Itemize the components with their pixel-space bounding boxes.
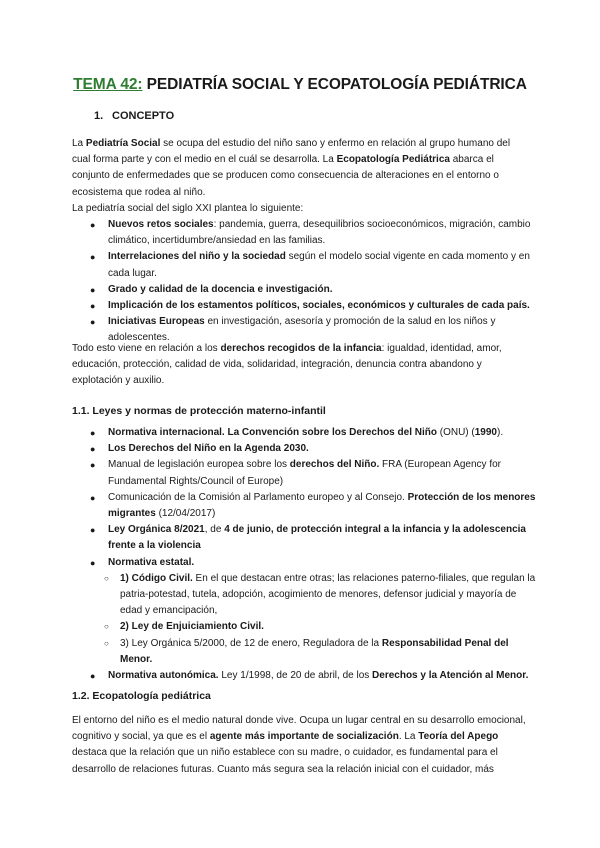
circle-bullet-icon: ○ [104,573,109,583]
bullet-icon: ● [90,301,96,312]
term-pediatria-social: Pediatría Social [85,138,161,149]
text-run: : igualdad, identidad, amor, educación, protección, calidad de vida, solidaridad, integración, denuncia contra abandono y explotación y auxilio. [72,343,502,387]
laws-list [72,425,536,684]
bullet-icon: ● [90,492,96,503]
item-text: En el que destacan entre otras; las relaciones paterno-filiales, que regulan la patria-potestad, tutela, adopción, acogimiento de menores, defensor judicial y mayoría de edad y emancipación, [120,572,536,617]
section-heading-concepto [94,110,174,122]
challenges-list [72,217,536,347]
term-derechos-infancia: derechos recogidos de la infancia [220,343,382,354]
text-run: se ocupa del estudio del niño sano y enfermo en relación al grupo humano del cual forma parte y con el medio en el cuál se desarrolla. La [72,138,511,166]
item-text: Comunicación de la Comisión al Parlamento europeo y al Consejo. [108,491,408,503]
item-text: 3) Ley Orgánica 5/2000, de 12 de enero, Reguladora de la [120,637,382,649]
list-item [72,249,536,281]
list-item [72,522,536,554]
list-item [72,668,536,684]
item-bold: 2) Ley de Enjuiciamiento Civil. [120,621,264,633]
item-bold: Normativa autonómica. [108,670,219,682]
item-text: Ley 1/1998, de 20 de abril, de los [218,670,373,682]
item-bold: 1) Código Civil. [120,572,193,584]
item-text: según el modelo social vigente en cada momento y en cada lugar. [108,251,530,279]
term-ecopatologia: Ecopatología Pediátrica [336,154,450,166]
item-text: : pandemia, guerra, desequilibrios socioeconómicos, migración, cambio climático, incertidumbre/ansiedad en las familias. [108,219,531,247]
bullet-icon: ● [90,284,96,295]
title-number: TEMA 42: [73,76,143,93]
list-item [72,298,536,314]
item-bold: Nuevos retos sociales [108,219,214,230]
item-bold: Iniciativas Europeas [108,316,205,328]
item-text: ). [497,427,504,438]
list-item [72,217,536,249]
bullet-icon: ● [90,428,96,438]
section-number: 1. [94,110,104,122]
item-text: FRA (European Agency for Fundamental Rights/Council of Europe) [108,459,501,487]
bullet-icon: ● [90,557,96,568]
text-run: destaca que la relación que un niño establece con su madre, o cuidador, es fundamental para el desarrollo de relaciones futuras. Cuanto más segura sea la relación inicial con el cuidador, más [72,747,498,775]
bullet-icon: ● [90,220,96,230]
term-agente-socializacion: agente más importante de socialización [209,731,399,743]
text-run: El entorno del niño es el medio natural donde vive. Ocupa un lugar central en su desarrollo emocional, cognitivo y social, ya que es el [72,715,526,743]
item-text: en investigación, asesoría y promoción de la salud en los niños y adolescentes. [108,316,496,344]
intro-lead: La pediatría social del siglo XXI plantea lo siguiente: [72,203,304,214]
title-text: PEDIATRÍA SOCIAL Y ECOPATOLOGÍA PEDIÁTRICA [142,76,527,93]
sublist-item [72,636,536,668]
intro-paragraph [72,136,528,201]
bullet-icon: ● [90,671,96,682]
item-bold: 2021 [182,524,205,536]
subsection-heading-ecopatologia: 1.2. Ecopatología pediátrica [72,690,211,702]
sublist-item [72,619,536,635]
item-bold: Grado y calidad de la docencia e investigación. [108,283,333,295]
item-bold: Responsabilidad Penal del Menor. [120,637,509,665]
list-item [72,441,536,457]
text-run: abarca el conjunto de enfermedades que se producen como consecuencia de alteraciones en el entorno o ecosistema que rodea al niño. [72,154,499,198]
item-bold: Protección de los menores migrantes [108,491,536,520]
circle-bullet-icon: ○ [104,622,109,632]
term-teoria-apego: Teoría del Apego [418,731,499,743]
list-item [72,555,536,668]
page-title [0,76,600,94]
item-text: Manual de legislación europea sobre los [108,459,290,471]
item-bold: Interrelaciones del niño y la sociedad [108,251,286,263]
rights-paragraph [72,341,528,390]
national-law-sublist [72,571,536,668]
text-run: Todo esto viene en relación a los [72,343,221,354]
section-title: CONCEPTO [112,110,175,122]
eco-paragraph [72,713,528,778]
item-text: , de [204,524,225,536]
text-run: . La [398,731,419,743]
item-bold: Implicación de los estamentos políticos, sociales, económicos y culturales de cada país. [108,300,530,312]
bullet-icon: ● [90,444,96,455]
list-item [72,282,536,298]
subsection-heading-leyes: 1.1. Leyes y normas de protección materno-infantil [72,405,326,417]
text-run: La [72,138,86,149]
item-year: 1990 [474,427,497,438]
bullet-icon: ● [90,252,96,263]
item-bold: , de protección integral a la infancia y la adolescencia frente a la violencia [108,524,526,552]
item-bold: Ley Orgánica 8/ [108,524,183,536]
list-item [72,425,536,441]
item-bold: Normativa internacional. La Convención sobre los Derechos del Niño [108,427,437,438]
list-item [72,490,536,522]
list-item [72,457,536,489]
bullet-icon: ● [90,460,96,471]
item-bold: Derechos y la Atención al Menor. [372,670,529,682]
item-bold: derechos del Niño. [289,459,380,471]
circle-bullet-icon: ○ [104,638,109,648]
item-text: (ONU) ( [436,427,475,438]
sublist-item [72,571,536,620]
item-bold: 4 de junio [224,524,271,536]
bullet-icon: ● [90,317,96,328]
item-text: (12/04/2017) [155,508,216,520]
bullet-icon: ● [90,525,96,536]
item-bold: Los Derechos del Niño en la Agenda 2030. [108,443,309,455]
item-bold: Normativa estatal. [108,556,195,568]
